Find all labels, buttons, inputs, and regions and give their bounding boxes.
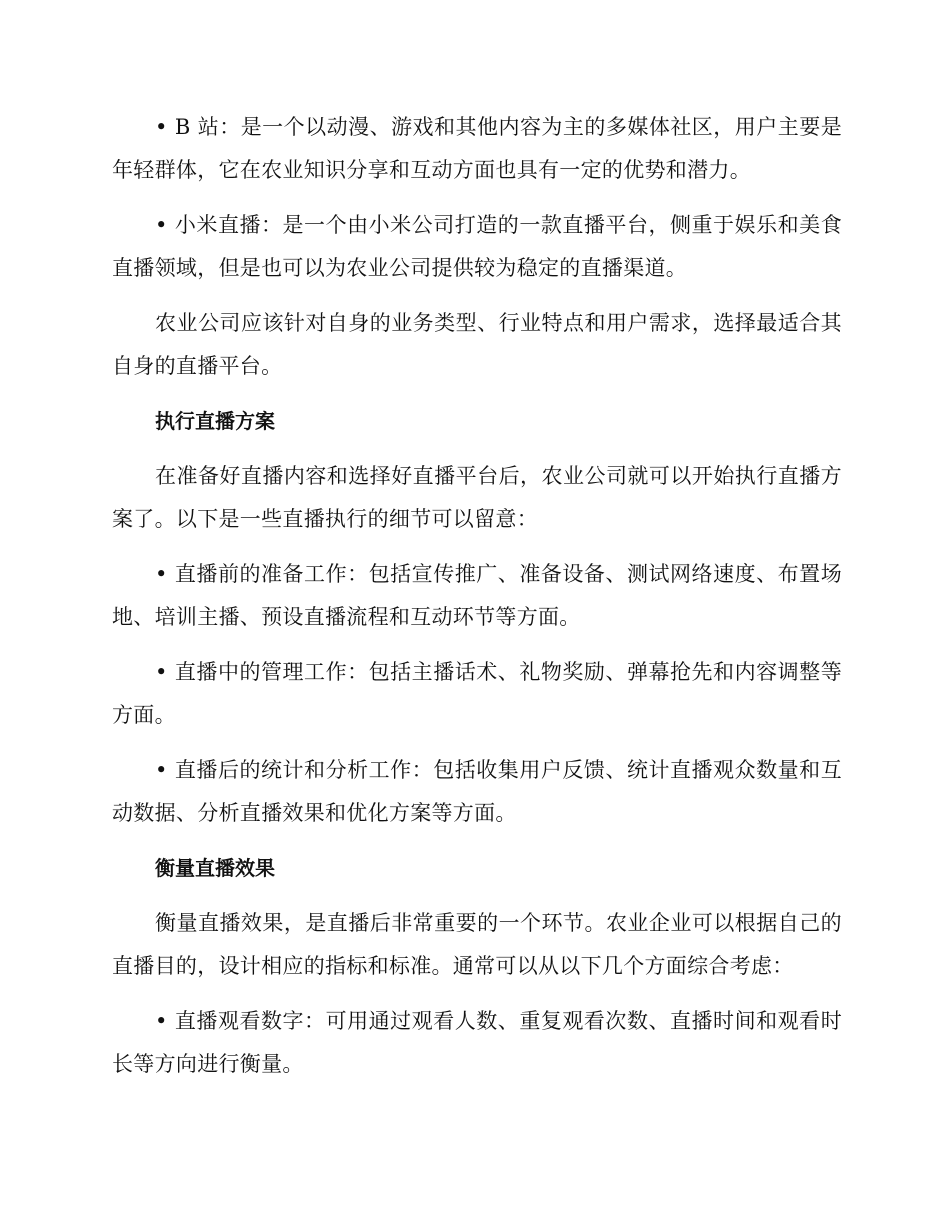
section-heading-execute: 执行直播方案 — [155, 409, 275, 433]
bullet-view-numbers: • 直播观看数字：可用通过观看人数、重复观看次数、直播时间和观看时长等方向进行衡量。 — [112, 1009, 842, 1076]
platform-choice-paragraph: 农业公司应该针对自身的业务类型、行业特点和用户需求，选择最适合其自身的直播平台。 — [112, 311, 842, 378]
bullet-pre-live: • 直播前的准备工作：包括宣传推广、准备设备、测试网络速度、布置场地、培训主播、预设直播流程和互动环节等方面。 — [112, 562, 842, 629]
document-body — [112, 106, 842, 1098]
section-heading-measure: 衡量直播效果 — [155, 856, 275, 880]
bullet-bilibili: • B 站：是一个以动漫、游戏和其他内容为主的多媒体社区，用户主要是年轻群体，它在农业知识分享和互动方面也具有一定的优势和潜力。 — [112, 115, 842, 182]
bullet-during-live: • 直播中的管理工作：包括主播话术、礼物奖励、弹幕抢先和内容调整等方面。 — [112, 660, 842, 727]
bullet-xiaomi-live: • 小米直播：是一个由小米公司打造的一款直播平台，侧重于娱乐和美食直播领域，但是也可以为农业公司提供较为稳定的直播渠道。 — [112, 213, 842, 280]
bullet-post-live: • 直播后的统计和分析工作：包括收集用户反馈、统计直播观众数量和互动数据、分析直播效果和优化方案等方面。 — [112, 758, 842, 825]
execute-intro-paragraph: 在准备好直播内容和选择好直播平台后，农业公司就可以开始执行直播方案了。以下是一些直播执行的细节可以留意： — [112, 464, 842, 531]
measure-intro-paragraph: 衡量直播效果，是直播后非常重要的一个环节。农业企业可以根据自己的直播目的，设计相应的指标和标准。通常可以从以下几个方面综合考虑： — [112, 911, 842, 978]
